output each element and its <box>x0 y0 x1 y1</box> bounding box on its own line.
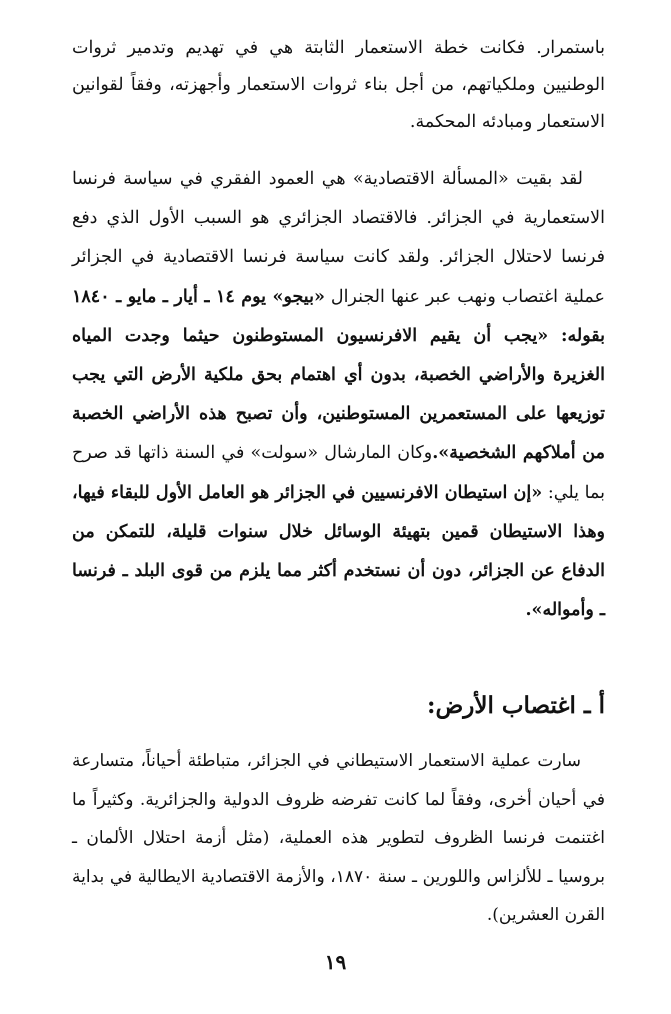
section-heading: أ ـ اغتصاب الأرض: <box>426 692 605 719</box>
bugeaud-quote: «بيجو» يوم ١٤ ـ أيار ـ مايو ـ ١٨٤٠ بقوله: «يجب أن يقيم الافرنسيون المستوطنون حيثما وجدت المياه الغزيرة والأراضي الخصبة، بدون أي اهتمام بحق ملكية الأرض التي يجب توزيعها على المستعمرين المستوطنين، وأن تصبح هذه الأراضي الخصبة من أملاكهم الشخصية». <box>72 286 605 464</box>
page-number: ١٩ <box>324 950 347 974</box>
paragraph-land-seizure: سارت عملية الاستعمار الاستيطاني في الجزائر، متباطئة أحياناً، متسارعة في أحيان أخرى، وفقاً لما كانت تفرضه ظروف الدولية والجزائرية. وكثيراً ما اغتنمت فرنسا الظروف لتطوير هذه العملية، (مثل أزمة احتلال الألمان ـ بروسيا ـ للألزاس واللورين ـ سنة ١٨٧٠، والأزمة الاقتصادية الايطالية في بداية القرن العشرين). <box>72 751 605 925</box>
paragraph-text: وكان المارشال «سولت» في السنة ذاتها قد صرح بما يلي: <box>72 443 605 503</box>
paragraph-economic-question <box>72 160 605 630</box>
paragraph-text: لقد بقيت «المسألة الاقتصادية» هي العمود الفقري في سياسة فرنسا الاستعمارية في الجزائر. فالاقتصاد الجزائري هو السبب الأول الذي دفع فرنسا لاحتلال الجزائر. ولقد كانت سياسة فرنسا الاقتصادية في الجزائر عملية اغتصاب ونهب عبر عنها الجنرال <box>72 169 605 307</box>
soult-quote: «إن استيطان الافرنسيين في الجزائر هو العامل الأول للبقاء فيها، وهذا الاستيطان قمين بتهيئة الوسائل خلال سنوات قليلة، للتمكن من الدفاع عن الجزائر، دون أن نستخدم أكثر مما يلزم من قوى البلد ـ فرنسا ـ وأمواله». <box>72 482 605 621</box>
paragraph-continued: باستمرار. فكانت خطة الاستعمار الثابتة هي في تهديم وتدمير ثروات الوطنيين وملكياتهم، من أجل بناء ثروات الاستعمار وأجهزته، وفقاً لقوانين الاستعمار ومبادئه المحكمة. <box>72 38 605 132</box>
